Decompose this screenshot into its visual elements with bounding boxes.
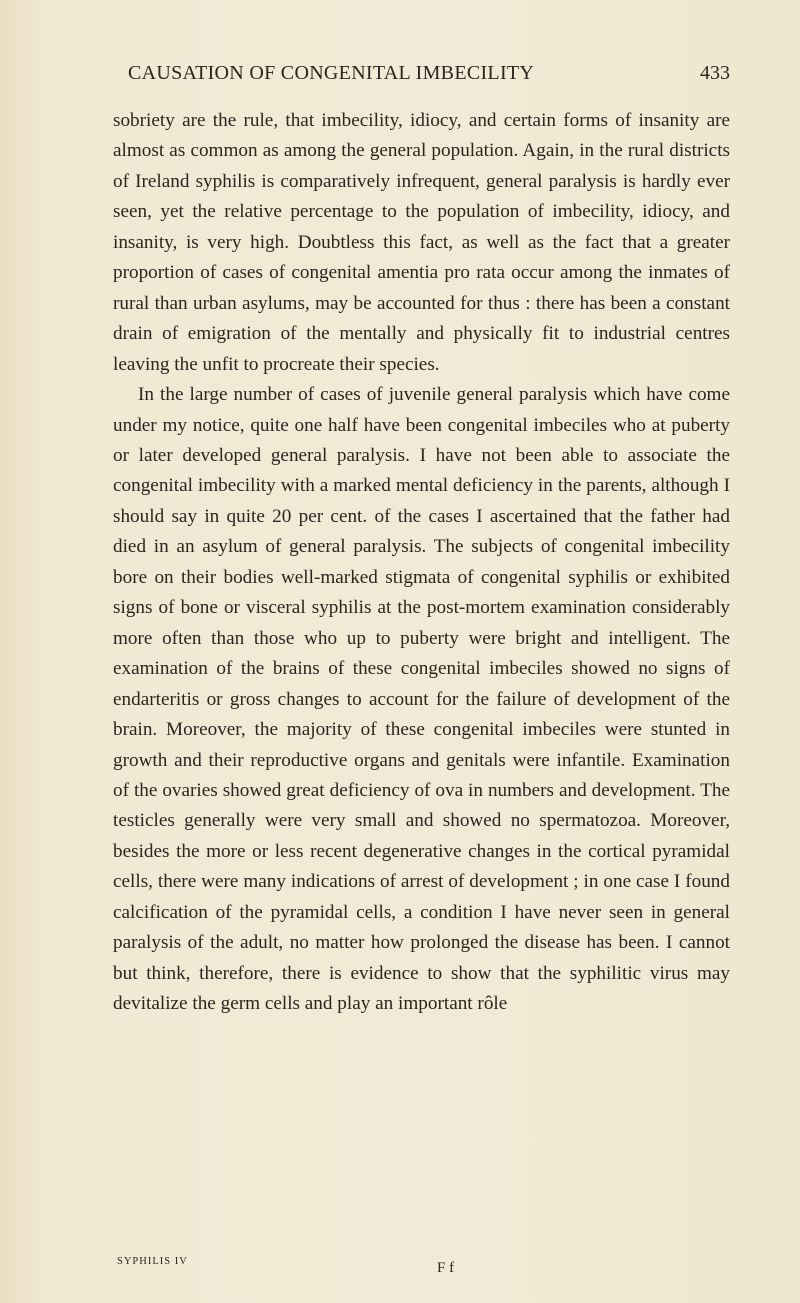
page-footer — [117, 1256, 637, 1286]
running-head: CAUSATION OF CONGENITAL IMBECILITY — [128, 62, 535, 84]
page-number: 433 — [700, 62, 730, 84]
paragraph-2: In the large number of cases of juvenile general paralysis which have come under my notice, quite one half have been congenital imbeciles who at puberty or later developed general paralysis. I have not been able to associate the congenital imbecility with a marked mental deficiency in the parents, although I should say in quite 20 per cent. of the cases I ascertained that the father had died in an asylum of general paralysis. The subjects of congenital imbecility bore on their bodies well-marked stigmata of congenital syphilis or exhibited signs of bone or visceral syphilis at the post-mortem examination considerably more often than those who up to puberty were bright and intelligent. The examination of the brains of these congenital imbeciles showed no signs of endarteritis or gross changes to account for the failure of development of the brain. Moreover, the majority of these congenital imbeciles were stunted in growth and their reproductive organs and genitals were infantile. Examination of the ovaries showed great deficiency of ova in numbers and development. The testicles generally were very small and showed no spermatozoa. Moreover, besides the more or less recent degenerative changes in the cortical pyramidal cells, there were many indications of arrest of development ; in one case I found calcification of the pyramidal cells, a condition I have never seen in general paralysis of the adult, no matter how prolonged the disease has been. I cannot but think, therefore, there is evidence to show that the syphilitic virus may devitalize the germ cells and play an important rôle — [113, 384, 730, 1015]
paragraph-1: sobriety are the rule, that imbecility, idiocy, and certain forms of insanity are almost as common as among the general population. Again, in the rural districts of Ireland syphilis is comparatively infrequent, general paralysis is hardly ever seen, yet the relative percentage to the population of imbecility, idiocy, and insanity, is very high. Doubtless this fact, as well as the fact that a greater proportion of cases of congenital amentia pro rata occur among the inmates of rural than urban asylums, may be accounted for thus : there has been a constant drain of emigration of the mentally and physically fit to industrial centres leaving the unfit to procreate their species. — [113, 110, 730, 375]
signature-line: SYPHILIS IV — [117, 1256, 188, 1267]
signature-mark: F f — [437, 1260, 455, 1276]
page-header — [128, 62, 730, 90]
body-text — [113, 106, 730, 1020]
